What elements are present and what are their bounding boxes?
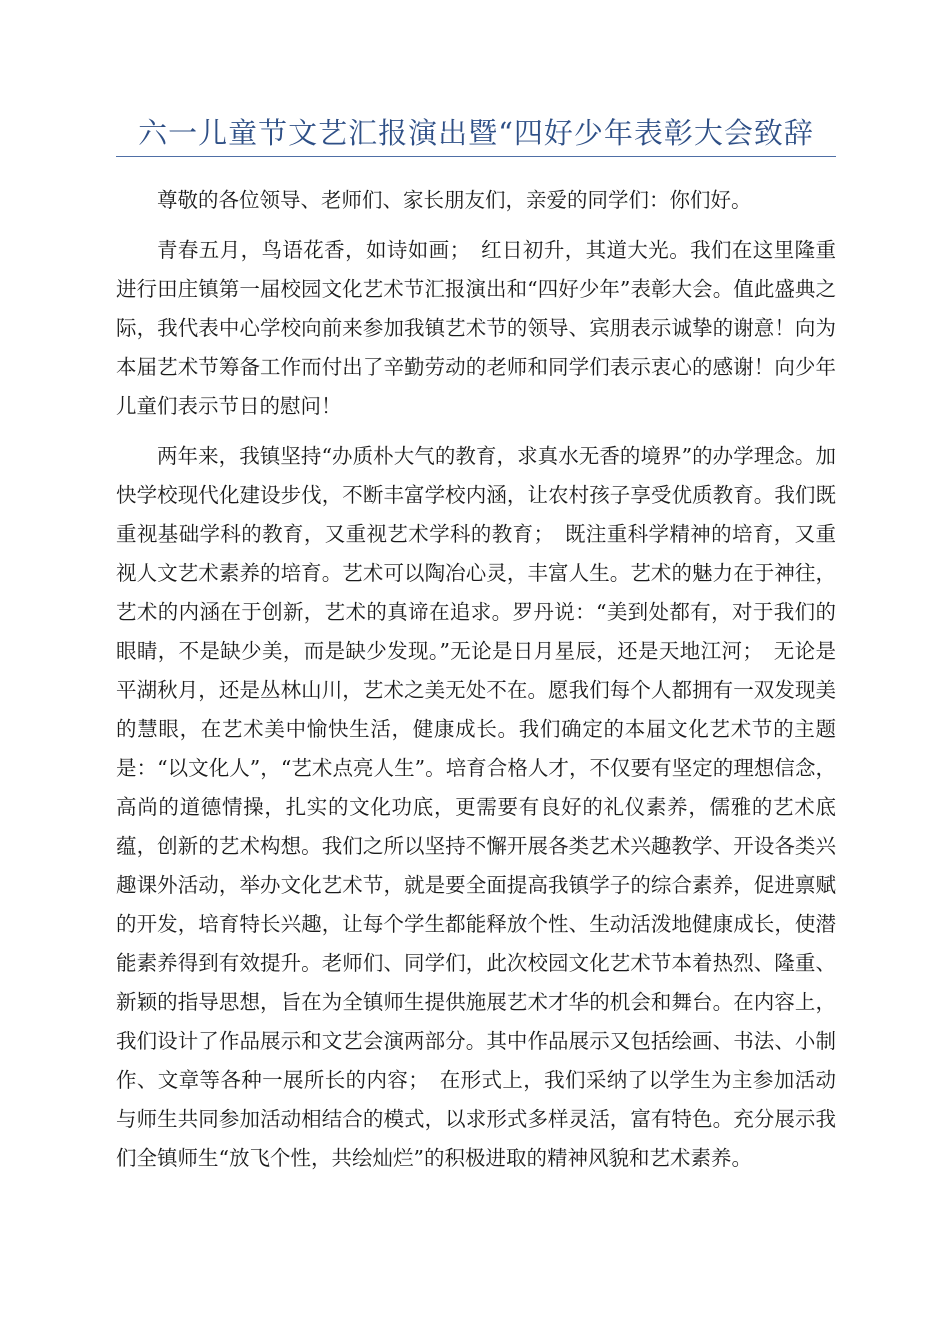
document-body xyxy=(116,181,836,1178)
title-underline xyxy=(116,156,836,157)
document-page xyxy=(116,112,836,1178)
main-paragraph: 两年来，我镇坚持“办质朴大气的教育，求真水无香的境界”的办学理念。加快学校现代化建设步伐，不断丰富学校内涵，让农村孩子享受优质教育。我们既重视基础学科的教育，又重视艺术学科的教育； 既注重科学精神的培育，又重视人文艺术素养的培育。艺术可以陶冶心灵，丰富人生。艺术的魅力在于神往，艺术的内涵在于创新，艺术的真谛在追求。罗丹说：“美到处都有，对于我们的眼睛，不是缺少美，而是缺少发现。”无论是日月星辰，还是天地江河； 无论是平湖秋月，还是丛林山川，艺术之美无处不在。愿我们每个人都拥有一双发现美的慧眼，在艺术美中愉快生活，健康成长。我们确定的本届文化艺术节的主题是：“以文化人”，“艺术点亮人生”。培育合格人才，不仅要有坚定的理想信念，高尚的道德情操，扎实的文化功底，更需要有良好的礼仪素养，儒雅的艺术底蕴，创新的艺术构想。我们之所以坚持不懈开展各类艺术兴趣教学、开设各类兴趣课外活动，举办文化艺术节，就是要全面提高我镇学子的综合素养，促进禀赋的开发，培育特长兴趣，让每个学生都能释放个性、生动活泼地健康成长，使潜能素养得到有效提升。老师们、同学们，此次校园文化艺术节本着热烈、隆重、新颖的指导思想，旨在为全镇师生提供施展艺术才华的机会和舞台。在内容上，我们设计了作品展示和文艺会演两部分。其中作品展示又包括绘画、书法、小制作、文章等各种一展所长的内容； 在形式上，我们采纳了以学生为主参加活动与师生共同参加活动相结合的模式，以求形式多样灵活，富有特色。充分展示我们全镇师生“放飞个性，共绘灿烂”的积极进取的精神风貌和艺术素养。 xyxy=(116,444,836,1170)
greeting-paragraph: 尊敬的各位领导、老师们、家长朋友们，亲爱的同学们：你们好。 xyxy=(157,188,752,212)
opening-paragraph: 青春五月，鸟语花香，如诗如画； 红日初升，其道大光。我们在这里隆重进行田庄镇第一届校园文化艺术节汇报演出和“四好少年”表彰大会。值此盛典之际，我代表中心学校向前来参加我镇艺术节的领导、宾朋表示诚挚的谢意！向为本届艺术节筹备工作而付出了辛勤劳动的老师和同学们表示衷心的感谢！向少年儿童们表示节日的慰问！ xyxy=(116,238,836,418)
document-title: 六一儿童节文艺汇报演出暨“四好少年表彰大会致辞 xyxy=(138,116,814,150)
